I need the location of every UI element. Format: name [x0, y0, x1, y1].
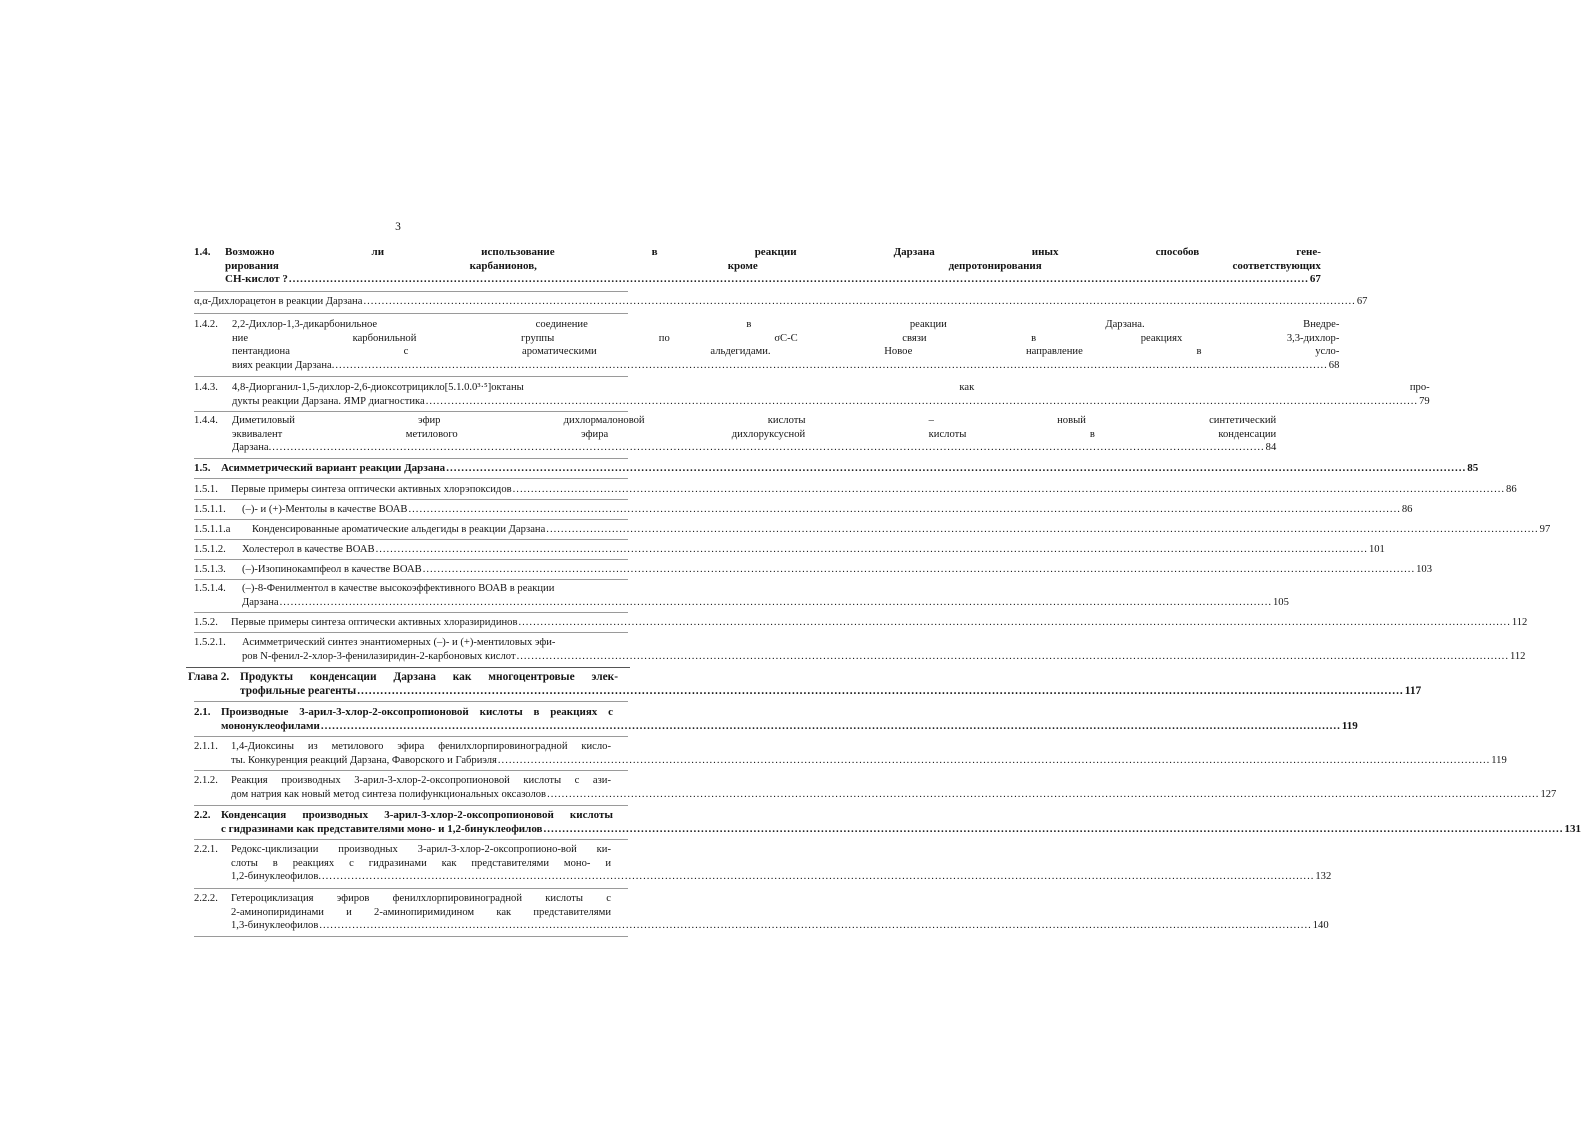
- divider: [194, 411, 628, 412]
- toc-entry-number: 2.2.: [194, 809, 211, 821]
- toc-entry[interactable]: [194, 706, 1358, 733]
- dot-leader: [513, 483, 1505, 497]
- toc-entry-line: 4,8-Диорганил-1,5-дихлор-2,6-диоксотрицикло[5.1.0.0³·⁵]октаны как про-: [232, 382, 1430, 393]
- toc-entry[interactable]: [194, 774, 1557, 801]
- divider: [194, 579, 628, 580]
- toc-entry[interactable]: [194, 563, 1432, 577]
- toc-entry[interactable]: [188, 671, 1422, 698]
- dot-leader: [498, 754, 1490, 768]
- toc-entry[interactable]: [194, 843, 1332, 884]
- toc-entry-line: (–)-8-Фенилментол в качестве высокоэффективного ВОАВ в реакции: [242, 583, 555, 594]
- dot-leader: [423, 563, 1415, 577]
- toc-entry[interactable]: [194, 414, 1277, 455]
- toc-entry-number: 1.5.2.: [194, 617, 218, 628]
- toc-entry[interactable]: [194, 462, 1479, 476]
- dot-leader: [518, 616, 1510, 630]
- divider: [194, 478, 628, 479]
- dot-leader: [409, 503, 1401, 517]
- dot-leader: [363, 295, 1355, 309]
- toc-entry[interactable]: [194, 503, 1413, 517]
- divider: [194, 458, 628, 459]
- dot-leader: [376, 543, 1368, 557]
- toc-entry-title: дом натрия как новый метод синтеза полифункциональных оксазолов: [231, 788, 547, 800]
- toc-entry[interactable]: [194, 523, 1551, 537]
- toc-entry-number: 2.1.: [194, 706, 211, 718]
- toc-entry-title: виях реакции Дарзана.: [232, 359, 335, 371]
- toc-entry-number: 1.5.1.2.: [194, 544, 226, 555]
- divider: [194, 291, 628, 292]
- dot-leader: [546, 523, 1538, 537]
- toc-entry-number: 1.5.1.3.: [194, 564, 226, 575]
- toc-entry-number: 2.1.2.: [194, 775, 218, 786]
- toc-entry-line: Гетероциклизация эфиров фенилхлорпировиноградной кислоты с: [231, 893, 611, 904]
- toc-entry-title: α,α-Дихлорацетон в реакции Дарзана: [194, 296, 363, 307]
- toc-entry-line: Диметиловый эфир дихлормалоновой кислоты – новый синтетический: [232, 415, 1277, 426]
- divider: [194, 770, 628, 771]
- dot-leader: [321, 720, 1341, 734]
- toc-entry-page: 132: [1315, 871, 1332, 883]
- toc-entry-title: Холестерол в качестве ВОАВ: [242, 544, 375, 555]
- toc-entry-line: Конденсация производных 3-арил-3-хлор-2-оксопропионовой кислоты: [221, 809, 613, 821]
- toc-entry-number: 2.2.1.: [194, 844, 218, 855]
- dot-leader: [322, 870, 1314, 884]
- dot-leader: [543, 823, 1563, 837]
- toc-entry-title: дукты реакции Дарзана. ЯМР диагностика: [232, 395, 425, 407]
- toc-entry-page: 131: [1564, 822, 1581, 835]
- toc-entry[interactable]: [194, 892, 1329, 933]
- toc-entry-title: 1,3-бинуклеофилов: [231, 920, 319, 932]
- toc-entry-page: 119: [1491, 754, 1507, 766]
- dot-leader: [319, 919, 1311, 933]
- toc-entry-title: 1,2-бинуклеофилов.: [231, 871, 321, 883]
- toc-entry-number: 1.5.1.4.: [194, 583, 226, 594]
- toc-entry-number: 1.4.4.: [194, 415, 218, 426]
- toc-entry-title: (–)-Изопинокампфеол в качестве ВОАВ: [242, 564, 422, 575]
- toc-entry-number: 1.5.2.1.: [194, 637, 226, 648]
- dot-leader: [272, 441, 1264, 455]
- toc-entry-number: 2.2.2.: [194, 893, 218, 904]
- toc-entry-line: 2-аминопиридинами и 2-аминопиримидином как представителями: [231, 906, 611, 918]
- toc-entry-page: 67: [1309, 273, 1321, 286]
- toc-entry-title: Конденсированные ароматические альдегиды в реакции Дарзана: [252, 524, 546, 535]
- toc-entry-number: 1.5.: [194, 462, 211, 474]
- dot-leader: [446, 462, 1466, 476]
- toc-entry-number: 1.4.3.: [194, 382, 218, 393]
- toc-entry-page: 105: [1273, 596, 1289, 608]
- toc-entry-page: 112: [1509, 650, 1526, 662]
- toc-entry-page: 85: [1467, 462, 1479, 474]
- divider: [194, 701, 628, 702]
- toc-entry-number: Глава 2.: [188, 671, 230, 683]
- divider: [194, 888, 628, 889]
- toc-entry-page: 140: [1312, 920, 1329, 932]
- toc-entry-page: 103: [1416, 564, 1432, 575]
- toc-entry-number: 1.5.1.: [194, 484, 218, 495]
- toc-entry-line: Редокс-циклизации производных 3-арил-3-хлор-2-оксопропионо-вой ки-: [231, 844, 611, 855]
- toc-entry-page: 86: [1401, 504, 1413, 515]
- toc-entry-line: Производные 3-арил-3-хлор-2-оксопропионовой кислоты в реакциях с: [221, 706, 613, 718]
- dot-leader: [547, 788, 1539, 802]
- toc-entry-title: мононуклеофилами: [221, 719, 320, 732]
- toc-entry-page: 84: [1265, 442, 1277, 454]
- dot-leader: [426, 395, 1418, 409]
- toc-entry[interactable]: [194, 809, 1581, 836]
- toc-entry-line: 1,4-Диоксины из метилового эфира фенилхлорпировиноградной кисло-: [231, 741, 611, 752]
- toc-entry-page: 79: [1419, 395, 1430, 407]
- divider: [194, 736, 628, 737]
- toc-entry-number: 1.5.1.1.: [194, 504, 226, 515]
- divider: [194, 519, 628, 520]
- toc-entry-line: 2,2-Дихлор-1,3-дикарбонильное соединение в реакции Дарзана. Внедре-: [232, 319, 1340, 330]
- toc-entry-line: пентандиона с ароматическими альдегидами. Новое направление в усло-: [232, 346, 1340, 358]
- divider: [194, 499, 628, 500]
- toc-entry-number: 1.4.: [194, 246, 211, 258]
- toc-entry-line: слоты в реакциях с гидразинами как представителями моно- и: [231, 857, 611, 869]
- dot-leader: [280, 596, 1272, 610]
- divider: [194, 839, 628, 840]
- toc-entry-number: 2.1.1.: [194, 741, 218, 752]
- toc-entry-line: Возможно ли использование в реакции Дарзана иных способов гене-: [225, 246, 1321, 258]
- divider: [194, 632, 628, 633]
- toc-entry[interactable]: [194, 295, 1368, 309]
- divider: [194, 936, 628, 937]
- toc-entry-title: СН-кислот ?: [225, 273, 288, 286]
- toc-entry[interactable]: [194, 582, 1289, 609]
- dot-leader: [357, 685, 1404, 699]
- toc-entry[interactable]: [194, 616, 1528, 630]
- toc-entry-page: 97: [1539, 524, 1551, 535]
- dot-leader: [335, 359, 1327, 373]
- toc-entry[interactable]: [194, 246, 1321, 287]
- toc-entry-title: Дарзана: [242, 596, 279, 608]
- toc-entry-title: трофильные реагенты: [240, 684, 357, 697]
- dot-leader: [517, 650, 1509, 664]
- toc-entry-line: Асимметрический синтез энантиомерных (–)- и (+)-ментиловых эфи-: [242, 637, 556, 648]
- toc-entry-line: эквивалент метилового эфира дихлоруксусной кислоты в конденсации: [232, 428, 1277, 440]
- divider: [194, 539, 628, 540]
- divider: [194, 612, 628, 613]
- toc-entry-line: Продукты конденсации Дарзана как многоцентровые элек-: [240, 671, 618, 683]
- toc-entry-title: Первые примеры синтеза оптически активных хлоразиридинов: [231, 617, 518, 628]
- divider: [194, 805, 628, 806]
- toc-entry[interactable]: [194, 483, 1517, 497]
- page-number: 3: [395, 221, 401, 233]
- toc-entry-line: рирования карбанионов, кроме депротонирования соответствующих: [225, 259, 1321, 272]
- toc-entry[interactable]: [194, 740, 1507, 767]
- toc-entry-number: 1.5.1.1.а: [194, 524, 231, 535]
- divider: [186, 667, 630, 668]
- divider: [194, 313, 628, 314]
- toc-entry[interactable]: [194, 636, 1526, 663]
- toc-entry-page: 127: [1540, 788, 1557, 800]
- dot-leader: [289, 273, 1309, 287]
- toc-entry-page: 119: [1341, 719, 1358, 732]
- toc-entry-line: ние карбонильной группы по σC-C связи в реакциях 3,3-дихлор-: [232, 332, 1340, 344]
- toc-entry-title: Первые примеры синтеза оптически активных хлорэпоксидов: [231, 484, 512, 495]
- toc-entry-title: ты. Конкуренция реакций Дарзана, Фаворского и Габриэля: [231, 754, 497, 766]
- toc-entry-title: (–)- и (+)-Ментолы в качестве ВОАВ: [242, 504, 408, 515]
- toc-entry-title: с гидразинами как представителями моно- и 1,2-бинуклеофилов: [221, 822, 543, 835]
- toc-entry-page: 68: [1328, 359, 1340, 371]
- toc-entry-page: 112: [1511, 617, 1528, 628]
- toc-entry-line: Реакция производных 3-арил-3-хлор-2-оксопропионовой кислоты с ази-: [231, 775, 611, 786]
- toc-entry-title: Асимметрический вариант реакции Дарзана: [221, 462, 446, 474]
- toc-entry-number: 1.4.2.: [194, 319, 218, 330]
- divider: [194, 376, 628, 377]
- toc-entry-page: 117: [1404, 684, 1422, 697]
- toc-entry[interactable]: [194, 318, 1340, 372]
- toc-entry[interactable]: [194, 381, 1430, 408]
- toc-entry-page: 67: [1356, 296, 1368, 307]
- toc-entry-page: 101: [1368, 544, 1385, 555]
- divider: [194, 559, 628, 560]
- toc-entry-page: 86: [1506, 484, 1517, 495]
- toc-entry-title: Дарзана.: [232, 442, 272, 454]
- toc-entry[interactable]: [194, 543, 1385, 557]
- toc-entry-title: ров N-фенил-2-хлор-3-фенилазиридин-2-карбоновых кислот: [242, 650, 516, 662]
